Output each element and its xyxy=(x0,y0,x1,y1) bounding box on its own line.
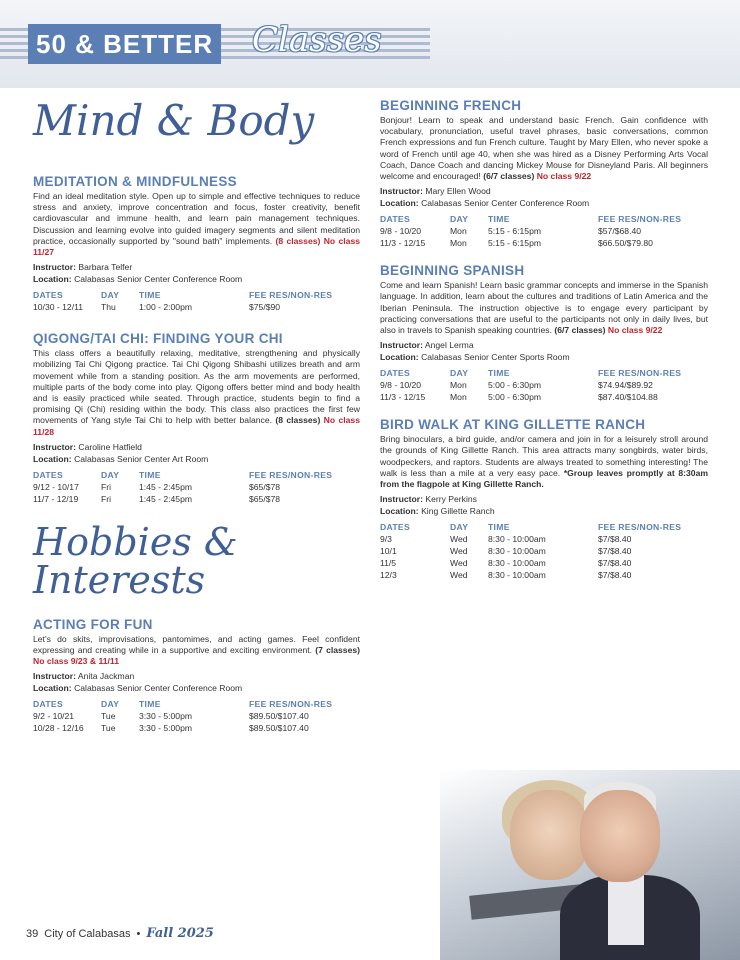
meditation-location: Location: Calabasas Senior Center Conference Room xyxy=(33,274,243,285)
table-row: 9/2 - 10/21 Tue 3:30 - 5:00pm $89.50/$107.40 xyxy=(33,711,309,722)
french-instructor: Instructor: Mary Ellen Wood xyxy=(380,186,491,197)
table-row: 10/1 Wed 8:30 - 10:00am $7/$8.40 xyxy=(380,546,632,557)
qigong-desc: This class offers a beautifully relaxing, meditative, strengthening and physically mobilizing Tai Chi Qigong practice. Tai Chi Qigong Shibashi utilizes breath and arm movement while from a standing position. As the arm movements are performed, multiple parts of the body come into play. Qigong offers better mind and body health and is easily practiced while seated. Through practice, students begin to find a promising Qi (Chi) residing within the body. This class also practices the first few movements of Yang style Tai Chi to help with better balance. (8 classes) No class 11/28 xyxy=(33,348,360,437)
french-section xyxy=(380,98,708,249)
mind-body-heading: Mind & Body xyxy=(33,96,315,145)
page-number: 39 xyxy=(26,928,39,940)
meditation-note: (8 classes) No class 11/27 xyxy=(33,235,361,258)
acting-title: ACTING FOR FUN xyxy=(33,616,153,632)
acting-location: Location: Calabasas Senior Center Conference Room xyxy=(33,683,243,694)
qigong-instructor: Instructor: Caroline Hatfield xyxy=(33,441,142,452)
qigong-location: Location: Calabasas Senior Center Art Room xyxy=(33,453,209,464)
table-row: 10/28 - 12/16 Tue 3:30 - 5:00pm $89.50/$107.40 xyxy=(33,723,309,734)
bird-title: BIRD WALK AT KING GILLETTE RANCH xyxy=(380,417,646,433)
meditation-instructor: Instructor: Barbara Telfer xyxy=(33,262,133,273)
table-row: 9/8 - 10/20 Mon 5:00 - 6:30pm $74.94/$89.92 xyxy=(380,380,653,391)
hobbies-heading: Hobbies & Interests xyxy=(33,519,238,602)
right-column xyxy=(380,98,708,581)
table-row: 9/8 - 10/20 Mon 5:15 - 6:15pm $57/$68.40 xyxy=(380,226,642,237)
table-row: 12/3 Wed 8:30 - 10:00am $7/$8.40 xyxy=(380,570,632,581)
bird-note: *Group leaves promptly at 8:30am from the flagpole at King Gillette Ranch. xyxy=(380,467,708,490)
spanish-section xyxy=(380,263,708,403)
table-row: 11/5 Wed 8:30 - 10:00am $7/$8.40 xyxy=(380,558,632,569)
header-banner xyxy=(0,0,740,88)
qigong-note: No class 11/28 xyxy=(33,415,360,437)
spanish-schedule: DATES DAY TIME FEE RES/NON-RES 9/8 - 10/20 Mon 5:00 - 6:30pm $74.94/$89.92 11/3 - 12/15 Mon 5:00 - 6:30pm $87.40/$104.88 xyxy=(380,368,708,403)
table-row: 11/3 - 12/15 Mon 5:15 - 6:15pm $66.50/$79.80 xyxy=(380,238,653,249)
table-row: 9/3 Wed 8:30 - 10:00am $7/$8.40 xyxy=(380,534,632,545)
meditation-section xyxy=(33,174,360,313)
spanish-note: No class 9/22 xyxy=(607,325,663,336)
french-desc: Bonjour! Learn to speak and understand basic French. Gain confidence with vocabulary, pronunciation, useful travel phrases, basic conversations, common French expressions and fun French culture. Taught by Mary Ellen, who never spoke a word of French until age 40, when she was hired as a Disney Performing Arts Vocal Coach, Dance Coach and dancing Mickey Mouse for Disneyland Paris. All beginners welcome and encouraged! (6/7 classes) No class 9/22 xyxy=(380,115,708,182)
french-title: BEGINNING FRENCH xyxy=(380,98,522,113)
table-row: 9/12 - 10/17 Fri 1:45 - 2:45pm $65/$78 xyxy=(33,481,281,492)
spanish-instructor: Instructor: Angel Lerma xyxy=(380,340,474,351)
woman-figure xyxy=(510,790,590,880)
bird-desc: Bring binoculars, a bird guide, and/or camera and join in for a leisurely stroll around the grounds of King Gillette Ranch. This area attracts many songbirds, water birds, woodpeckers, and raptors. Students are always treated to something interesting! The walk is less than a mile at a very easy pace. *Group leaves promptly at 8:30am from the flagpole at King Gillette Ranch. xyxy=(380,434,708,490)
bird-location: Location: King Gillette Ranch xyxy=(380,506,495,517)
header-script: Classes xyxy=(252,20,382,60)
french-location: Location: Calabasas Senior Center Conference Room xyxy=(380,198,590,209)
bird-schedule: DATES DAY TIME FEE RES/NON-RES 9/3 Wed 8:30 - 10:00am $7/$8.40 10/1 Wed 8:30 - 10:00am $7/$8.40 11/5 Wed 8:30 - 10:00am $7/$8.40 12/3 Wed 8:30 - 10:00am $7/$8.40 xyxy=(380,522,708,581)
header-title: 50 & BETTER xyxy=(36,28,214,59)
page-footer xyxy=(26,926,214,941)
spanish-desc: Come and learn Spanish! Learn basic grammar concepts and immerse in the Spanish language. In addition, learn about the cultures and traditions of Latin America and the Iberian Peninsula. The instruction objective is to engage every participant by practicing conversations that are useful to the participants not only in daily lives, but also in travels to Spanish speaking countries. (6/7 classes) No class 9/22 xyxy=(380,280,708,336)
french-schedule: DATES DAY TIME FEE RES/NON-RES 9/8 - 10/20 Mon 5:15 - 6:15pm $57/$68.40 11/3 - 12/15 Mon 5:15 - 6:15pm $66.50/$79.80 xyxy=(380,214,708,249)
table-row: 11/7 - 12/19 Fri 1:45 - 2:45pm $65/$78 xyxy=(33,493,281,504)
french-note: No class 9/22 xyxy=(536,171,592,182)
qigong-schedule: DATES DAY TIME FEE RES/NON-RES 9/12 - 10/17 Fri 1:45 - 2:45pm $65/$78 11/7 - 12/19 Fri 1:45 - 2:45pm $65/$78 xyxy=(33,470,360,505)
left-column xyxy=(33,96,361,734)
table-row: 11/3 - 12/15 Mon 5:00 - 6:30pm $87.40/$104.88 xyxy=(380,392,658,403)
acting-instructor: Instructor: Anita Jackman xyxy=(33,671,135,682)
seniors-photo xyxy=(440,770,740,960)
bird-instructor: Instructor: Kerry Perkins xyxy=(380,494,477,505)
qigong-title: QIGONG/TAI CHI: FINDING YOUR CHI xyxy=(33,331,283,347)
footer-separator: • xyxy=(136,928,141,940)
acting-schedule: DATES DAY TIME FEE RES/NON-RES 9/2 - 10/21 Tue 3:30 - 5:00pm $89.50/$107.40 10/28 - 12/16 Tue 3:30 - 5:00pm $89.50/$107.40 xyxy=(33,699,360,734)
header-title-box xyxy=(28,24,221,64)
table-row: 10/30 - 12/11 Thu 1:00 - 2:00pm $75/$90 xyxy=(33,302,281,313)
acting-note: No class 9/23 & 11/11 xyxy=(33,656,119,667)
meditation-title: MEDITATION & MINDFULNESS xyxy=(33,174,237,189)
spanish-title: BEGINNING SPANISH xyxy=(380,263,525,279)
spanish-location: Location: Calabasas Senior Center Sports Room xyxy=(380,352,570,363)
acting-desc: Let's do skits, improvisations, pantomimes, and acting games. Feel confident expressing and creating while in a supportive and exciting environment. (7 classes) No class 9/23 & 11/11 xyxy=(33,633,360,667)
bird-section xyxy=(380,417,708,581)
footer-city: City of Calabasas xyxy=(44,928,131,940)
footer-season: Fall 2025 xyxy=(146,926,214,941)
meditation-schedule: DATES DAY TIME FEE RES/NON-RES 10/30 - 12/11 Thu 1:00 - 2:00pm $75/$90 xyxy=(33,290,360,313)
acting-section xyxy=(33,617,360,735)
qigong-section xyxy=(33,331,360,505)
meditation-desc: Find an ideal meditation style. Open up to simple and effective techniques to reduce stress and anxiety, improve concentration and focus, foster creativity, benefit cardiovascular and immune health, and learn pain management techniques. Discussion and learning evolve into guided imagery segments and silent meditation practice, occasionally supported by "sound bath" implements. (8 classes) No class 11/27 xyxy=(33,191,361,258)
man-figure xyxy=(580,790,660,882)
